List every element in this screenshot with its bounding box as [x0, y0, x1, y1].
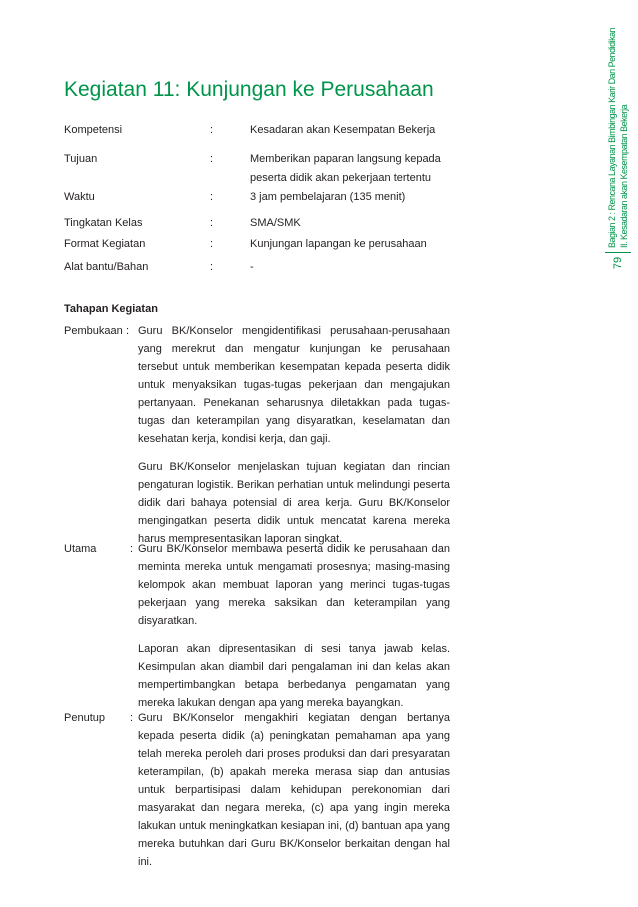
running-header [601, 8, 634, 270]
info-value: 3 jam pembelajaran (135 menit) [250, 191, 406, 203]
header-chapter: Bagian 2 : Rencana Layanan Bimbingan Karir Dan Pendidikan [606, 27, 617, 248]
stage-paragraph: Guru BK/Konselor menjelaskan tujuan kegiatan dan rincian pengaturan logistik. Berikan perhatian untuk melindungi peserta didik dari bahaya potensial di area kerja. Guru BK/Konselor mengingatkan peserta didik untuk mencatat karena mereka harus mempresentasikan laporan singkat. [138, 461, 450, 545]
info-colon: : [210, 217, 214, 229]
info-label: Alat bantu/Bahan [64, 261, 149, 273]
info-value: SMA/SMK [250, 217, 301, 229]
info-value: Kunjungan lapangan ke perusahaan [250, 238, 427, 250]
info-label: Tingkatan Kelas [64, 217, 143, 229]
page-number: 79 [605, 252, 631, 270]
info-colon: : [210, 238, 214, 250]
stage-label: Pembukaan [64, 325, 123, 337]
stage-paragraph: Guru BK/Konselor membawa peserta didik ke perusahaan dan meminta mereka untuk mengamati prosesnya; masing-masing kelompok akan membuat laporan yang merinci tugas-tugas pekerjaan yang mereka saksikan dan keterampilan yang disyaratkan. [138, 543, 450, 627]
info-label: Format Kegiatan [64, 238, 146, 250]
info-label: Tujuan [64, 153, 98, 165]
stage-paragraph: Guru BK/Konselor mengakhiri kegiatan dengan bertanya kepada peserta didik (a) peningkatan pemahaman apa yang telah mereka peroleh dari proses produksi dan dari presyaratan keterampilan, (b) apakah mereka merasa siap dan antusias untuk berpartisipasi dalam kehidupan perekonomian dari masyarakat dan negara mereka, (c) apa yang ingin mereka lakukan untuk meningkatkan kesiapan ini, (d) bantuan apa yang mereka butuhkan dari Guru BK/Konselor berkaitan dengan hal ini. [138, 712, 450, 868]
stage-colon: : [126, 325, 130, 337]
stage-label: Penutup [64, 712, 105, 724]
stage-colon: : [130, 712, 134, 724]
header-section: II. Kesadaran akan Kesempatan Bekerja [618, 104, 629, 248]
section-title: Tahapan Kegiatan [64, 303, 158, 315]
info-colon: : [210, 191, 214, 203]
stage-paragraph: Guru BK/Konselor mengidentifikasi perusahaan-perusahaan yang merekrut dan mengatur kunjungan ke perusahaan tersebut untuk memberikan kesempatan kepada peserta didik untuk menyaksikan tugas-tugas pekerjaan dan mengajukan pertanyaan. Penekanan seharusnya diletakkan pada tugas-tugas dan keterampilan yang disyaratkan, keselamatan dan kesehatan kerja, kondisi kerja, dan gaji. [138, 325, 450, 445]
stage-colon: : [130, 543, 134, 555]
info-value: Memberikan paparan langsung kepada peserta didik akan pekerjaan tertentu [250, 153, 441, 184]
stage-body [138, 322, 450, 558]
info-label: Kompetensi [64, 124, 123, 136]
info-colon: : [210, 153, 214, 165]
stage-paragraph: Laporan akan dipresentasikan di sesi tanya jawab kelas. Kesimpulan akan diambil dari pengalaman ini dan kelas akan mempertimbangkan betapa berbedanya pengamatan yang mereka lakukan dengan apa yang mereka bayangkan. [138, 643, 450, 709]
info-value: Kesadaran akan Kesempatan Bekerja [250, 124, 436, 136]
info-colon: : [210, 261, 214, 273]
page-title: Kegiatan 11: Kunjungan ke Perusahaan [64, 78, 434, 101]
info-colon: : [210, 124, 214, 136]
stage-body [138, 709, 450, 881]
info-label: Waktu [64, 191, 95, 203]
info-value: - [250, 261, 254, 273]
stage-body [138, 540, 450, 722]
stage-label: Utama [64, 543, 97, 555]
